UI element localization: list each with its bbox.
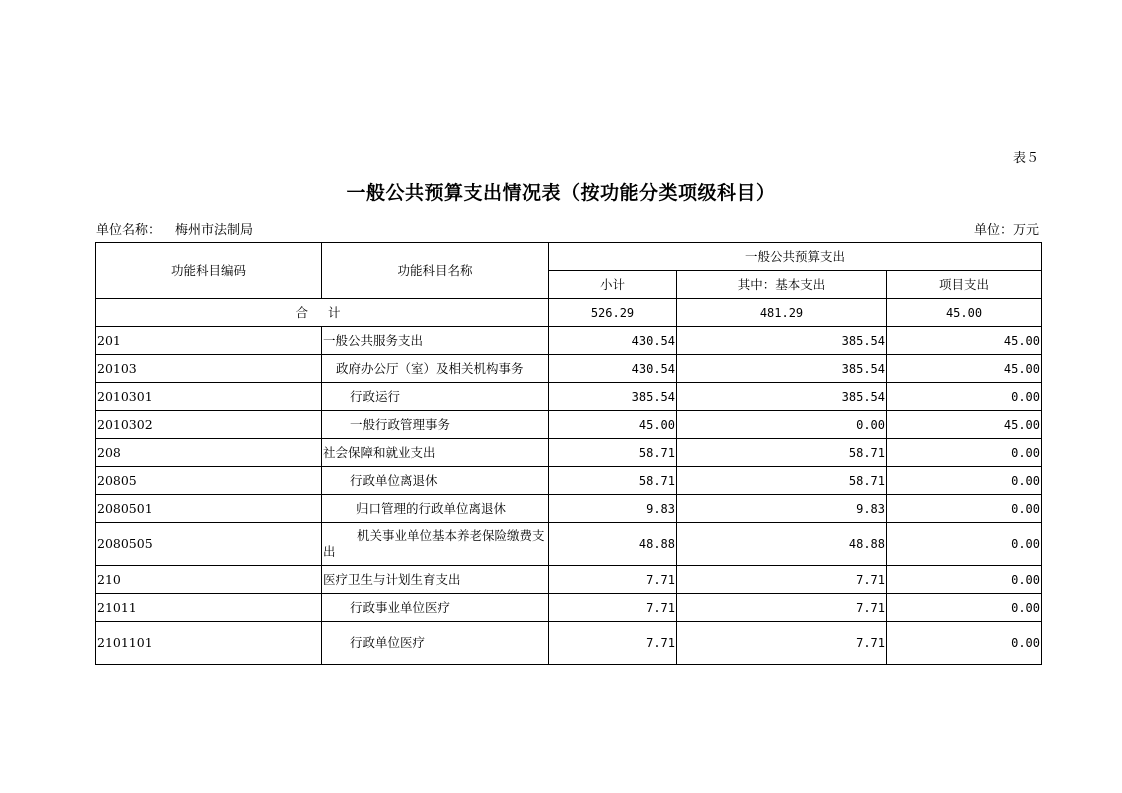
- total-basic: 481.29: [677, 299, 887, 327]
- row-subtotal: 7.71: [549, 566, 677, 594]
- money-unit: 单位：万元: [973, 223, 1039, 238]
- header-group: 一般公共预算支出: [549, 243, 1042, 271]
- row-name: 行政事业单位医疗: [322, 594, 549, 622]
- row-basic: 385.54: [677, 355, 887, 383]
- row-code: 2080501: [96, 495, 322, 523]
- total-project: 45.00: [887, 299, 1042, 327]
- total-row: [96, 299, 1042, 327]
- header-basic: 其中：基本支出: [677, 271, 887, 299]
- table-row: [96, 355, 1042, 383]
- row-subtotal: 48.88: [549, 523, 677, 566]
- total-subtotal: 526.29: [549, 299, 677, 327]
- row-basic: 48.88: [677, 523, 887, 566]
- table-row: [96, 594, 1042, 622]
- row-name: 行政运行: [322, 383, 549, 411]
- row-basic: 385.54: [677, 383, 887, 411]
- row-project: 0.00: [887, 523, 1042, 566]
- row-project: 45.00: [887, 327, 1042, 355]
- row-project: 45.00: [887, 411, 1042, 439]
- row-code: 2010301: [96, 383, 322, 411]
- row-basic: 385.54: [677, 327, 887, 355]
- table-row: [96, 523, 1042, 566]
- header-code: 功能科目编码: [96, 243, 322, 299]
- row-code: 210: [96, 566, 322, 594]
- row-subtotal: 7.71: [549, 594, 677, 622]
- row-name: 社会保障和就业支出: [322, 439, 549, 467]
- header-name: 功能科目名称: [322, 243, 549, 299]
- row-basic: 58.71: [677, 467, 887, 495]
- total-label: 合 计: [96, 299, 549, 327]
- row-subtotal: 45.00: [549, 411, 677, 439]
- row-subtotal: 9.83: [549, 495, 677, 523]
- table-row: [96, 566, 1042, 594]
- unit-info: [96, 219, 253, 238]
- table-number: 表５: [1012, 151, 1039, 166]
- page-title: 一般公共预算支出情况表（按功能分类项级科目）: [346, 182, 776, 204]
- header-project: 项目支出: [887, 271, 1042, 299]
- row-name: 行政单位医疗: [322, 622, 549, 665]
- table-row: [96, 383, 1042, 411]
- row-name: 机关事业单位基本养老保险缴费支出: [322, 523, 549, 566]
- row-code: 201: [96, 327, 322, 355]
- row-project: 45.00: [887, 355, 1042, 383]
- row-name: 行政单位离退休: [322, 467, 549, 495]
- row-name: 归口管理的行政单位离退休: [322, 495, 549, 523]
- row-code: 20103: [96, 355, 322, 383]
- budget-table: [95, 242, 1042, 665]
- table-row: [96, 467, 1042, 495]
- row-project: 0.00: [887, 467, 1042, 495]
- unit-name: 梅州市法制局: [175, 223, 254, 238]
- row-name: 一般行政管理事务: [322, 411, 549, 439]
- row-subtotal: 7.71: [549, 622, 677, 665]
- row-project: 0.00: [887, 622, 1042, 665]
- row-name: 一般公共服务支出: [322, 327, 549, 355]
- row-project: 0.00: [887, 566, 1042, 594]
- row-basic: 9.83: [677, 495, 887, 523]
- row-subtotal: 58.71: [549, 467, 677, 495]
- row-project: 0.00: [887, 383, 1042, 411]
- row-project: 0.00: [887, 439, 1042, 467]
- table-row: [96, 495, 1042, 523]
- row-name: 医疗卫生与计划生育支出: [322, 566, 549, 594]
- header-subtotal: 小计: [549, 271, 677, 299]
- row-code: 2101101: [96, 622, 322, 665]
- row-name: 政府办公厅（室）及相关机构事务: [322, 355, 549, 383]
- unit-label: 单位名称：: [96, 223, 162, 238]
- row-project: 0.00: [887, 594, 1042, 622]
- row-subtotal: 430.54: [549, 355, 677, 383]
- table-row: [96, 411, 1042, 439]
- table-row: [96, 622, 1042, 665]
- row-code: 20805: [96, 467, 322, 495]
- table-row: [96, 327, 1042, 355]
- row-code: 2080505: [96, 523, 322, 566]
- row-subtotal: 58.71: [549, 439, 677, 467]
- row-subtotal: 430.54: [549, 327, 677, 355]
- row-project: 0.00: [887, 495, 1042, 523]
- row-code: 21011: [96, 594, 322, 622]
- table-row: [96, 439, 1042, 467]
- row-subtotal: 385.54: [549, 383, 677, 411]
- row-basic: 7.71: [677, 622, 887, 665]
- row-basic: 7.71: [677, 566, 887, 594]
- row-code: 2010302: [96, 411, 322, 439]
- row-code: 208: [96, 439, 322, 467]
- row-basic: 58.71: [677, 439, 887, 467]
- row-basic: 0.00: [677, 411, 887, 439]
- row-basic: 7.71: [677, 594, 887, 622]
